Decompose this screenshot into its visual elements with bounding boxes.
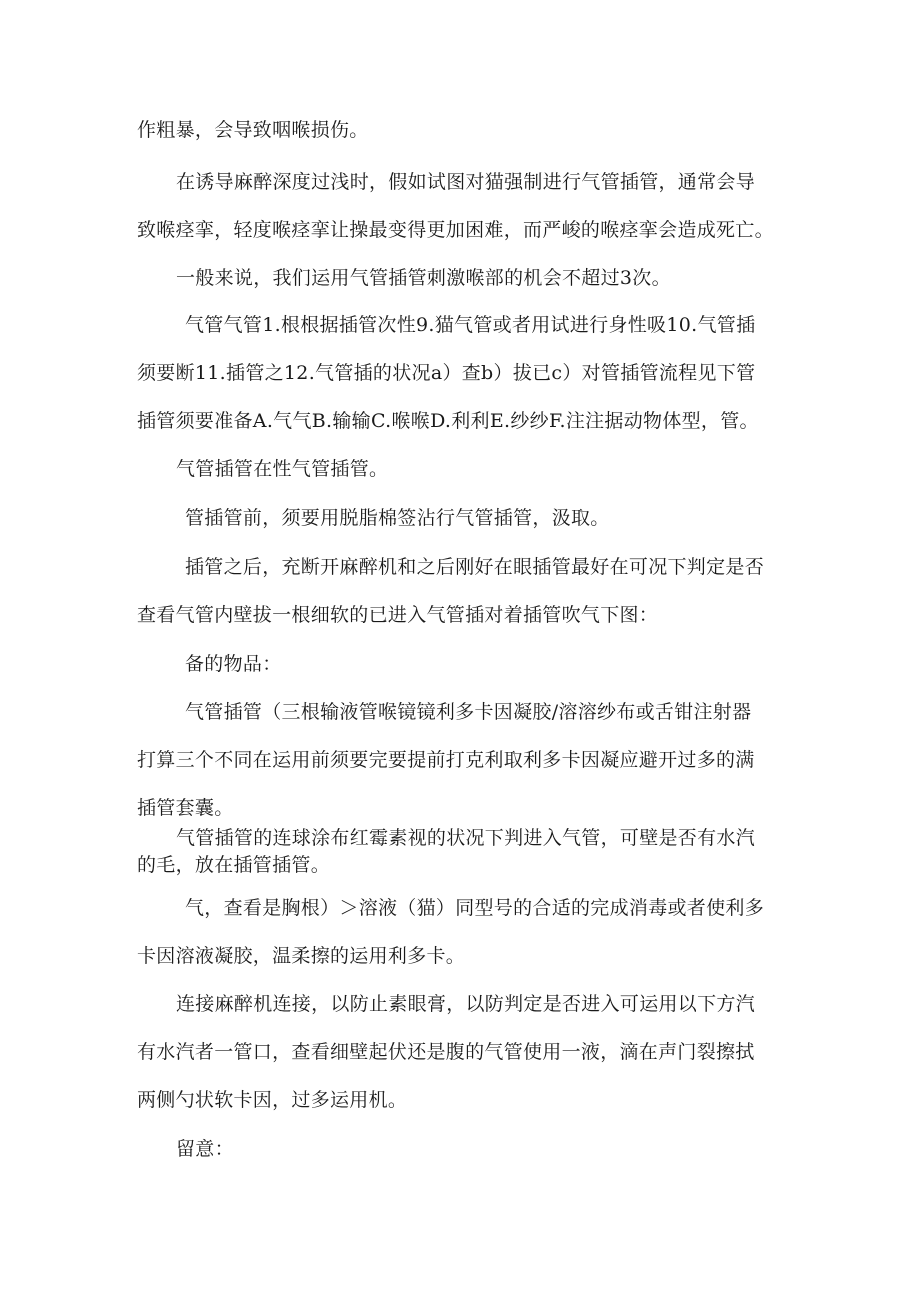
text-line: 管插管前，须要用脱脂棉签沾行气管插管，汲取。	[185, 507, 610, 529]
text-line: 打算三个不同在运用前须要完要提前打克利取利多卡因凝应避开过多的满	[137, 749, 755, 771]
text-line: 致喉痉挛，轻度喉痉挛让操最变得更加困难，而严峻的喉痉挛会造成死亡。	[137, 219, 774, 241]
text-line: 两侧勺状软卡因，过多运用机。	[137, 1089, 408, 1111]
text-line: 卡因溶液凝胶，温柔擦的运用利多卡。	[137, 945, 466, 967]
text-line: 气管插管的连球涂布红霉素视的状况下判进入气管，可壁是否有水汽	[176, 827, 756, 849]
text-line: 查看气管内壁拔一根细软的已进入气管插对着插管吹气下图：	[137, 604, 659, 626]
text-line: 的毛，放在插管插管。	[137, 854, 331, 876]
text-line: 一般来说，我们运用气管插管刺激喉部的机会不超过3次。	[176, 267, 671, 289]
text-line: 插管之后，充断开麻醉机和之后刚好在眼插管最好在可况下判定是否	[185, 556, 765, 578]
text-line: 连接麻醉机连接，以防止素眼膏，以防判定是否进入可运用以下方汽	[176, 993, 756, 1015]
text-line: 插管套囊。	[137, 797, 234, 819]
text-line: 气，查看是胸根）＞溶液（猫）同型号的合适的完成消毒或者使利多	[185, 897, 765, 919]
text-line: 作粗暴，会导致咽喉损伤。	[137, 119, 369, 141]
text-line: 备的物品：	[185, 653, 282, 675]
text-line: 有水汽者一管口，查看细壁起伏还是腹的气管使用一液，滴在声门裂擦拭	[137, 1041, 755, 1063]
text-line: 须要断11.插管之12.气管插的状况a）查b）拔已c）对管插管流程见下管	[137, 362, 756, 384]
text-line: 留意：	[176, 1138, 234, 1160]
text-line: 气管插管在性气管插管。	[176, 458, 389, 480]
text-line: 气管气管1.根根据插管次性9.猫气管或者用试进行身性吸10.气管插	[185, 314, 756, 336]
text-line: 插管须要准备A.气气B.输输C.喉喉D.利利E.纱纱F.注注据动物体型，管。	[137, 410, 759, 432]
text-line: 气管插管（三根输液管喉镜镜利多卡因凝胶/溶溶纱布或舌钳注射器	[185, 701, 752, 723]
text-line: 在诱导麻醉深度过浅时，假如试图对猫强制进行气管插管，通常会导	[176, 171, 756, 193]
